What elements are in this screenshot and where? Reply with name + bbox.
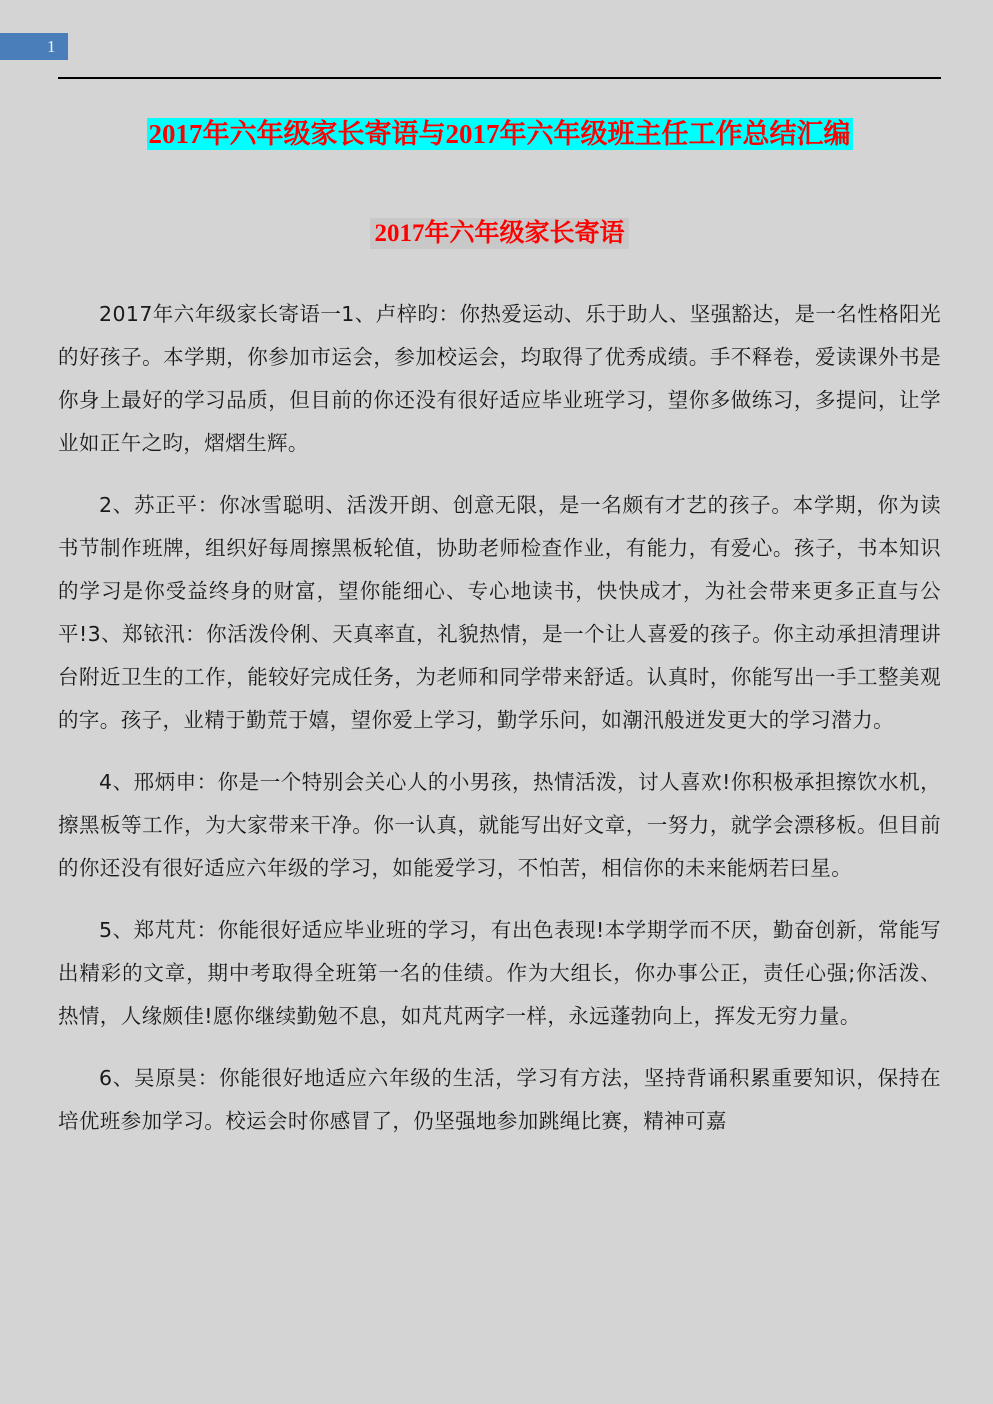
body-paragraph: 5、郑芃芃：你能很好适应毕业班的学习，有出色表现!本学期学而不厌，勤奋创新，常能写出精彩的文章，期中考取得全班第一名的佳绩。作为大组长，你办事公正，责任心强;你活泼、热情，人缘颇佳!愿你继续勤勉不息，如芃芃两字一样，永远蓬勃向上，挥发无穷力量。 xyxy=(58,918,941,1028)
body-paragraph: 2017年六年级家长寄语一1、卢梓昀：你热爱运动、乐于助人、坚强豁达，是一名性格阳光的好孩子。本学期，你参加市运会，参加校运会，均取得了优秀成绩。手不释卷，爱读课外书是你身上最好的学习品质，但目前的你还没有很好适应毕业班学习，望你多做练习，多提问，让学业如正午之昀，熠熠生辉。 xyxy=(58,302,941,455)
page-title-text: 2017年六年级家长寄语与2017年六年级班主任工作总结汇编 xyxy=(148,119,851,150)
page-number-badge: 1 xyxy=(0,33,68,60)
body-paragraph: 2、苏正平：你冰雪聪明、活泼开朗、创意无限，是一名颇有才艺的孩子。本学期，你为读书节制作班牌，组织好每周擦黑板轮值，协助老师检查作业，有能力，有爱心。孩子，书本知识的学习是你受益终身的财富，望你能细心、专心地读书，快快成才，为社会带来更多正直与公平!3、郑铱汛：你活泼伶俐、天真率直，礼貌热情，是一个让人喜爱的孩子。你主动承担清理讲台附近卫生的工作，能较好完成任务，为老师和同学带来舒适。认真时，你能写出一手工整美观的字。孩子，业精于勤荒于嬉，望你爱上学习，勤学乐问，如潮汛般迸发更大的学习潜力。 xyxy=(58,493,941,732)
section-subtitle xyxy=(58,217,941,251)
document-page xyxy=(58,0,941,1404)
body-paragraph: 6、吴原昊：你能很好地适应六年级的生活，学习有方法，坚持背诵积累重要知识，保持在培优班参加学习。校运会时你感冒了，仍坚强地参加跳绳比赛，精神可嘉 xyxy=(58,1066,941,1133)
body-paragraph: 4、邢炳申：你是一个特别会关心人的小男孩，热情活泼，讨人喜欢!你积极承担擦饮水机，擦黑板等工作，为大家带来干净。你一认真，就能写出好文章，一努力，就学会漂移板。但目前的你还没有很好适应六年级的学习，如能爱学习，不怕苦，相信你的未来能炳若曰星。 xyxy=(58,770,941,880)
section-subtitle-text: 2017年六年级家长寄语 xyxy=(370,218,628,249)
document-body xyxy=(58,293,941,1143)
header-rule-divider xyxy=(58,77,941,79)
page-title xyxy=(58,115,941,153)
